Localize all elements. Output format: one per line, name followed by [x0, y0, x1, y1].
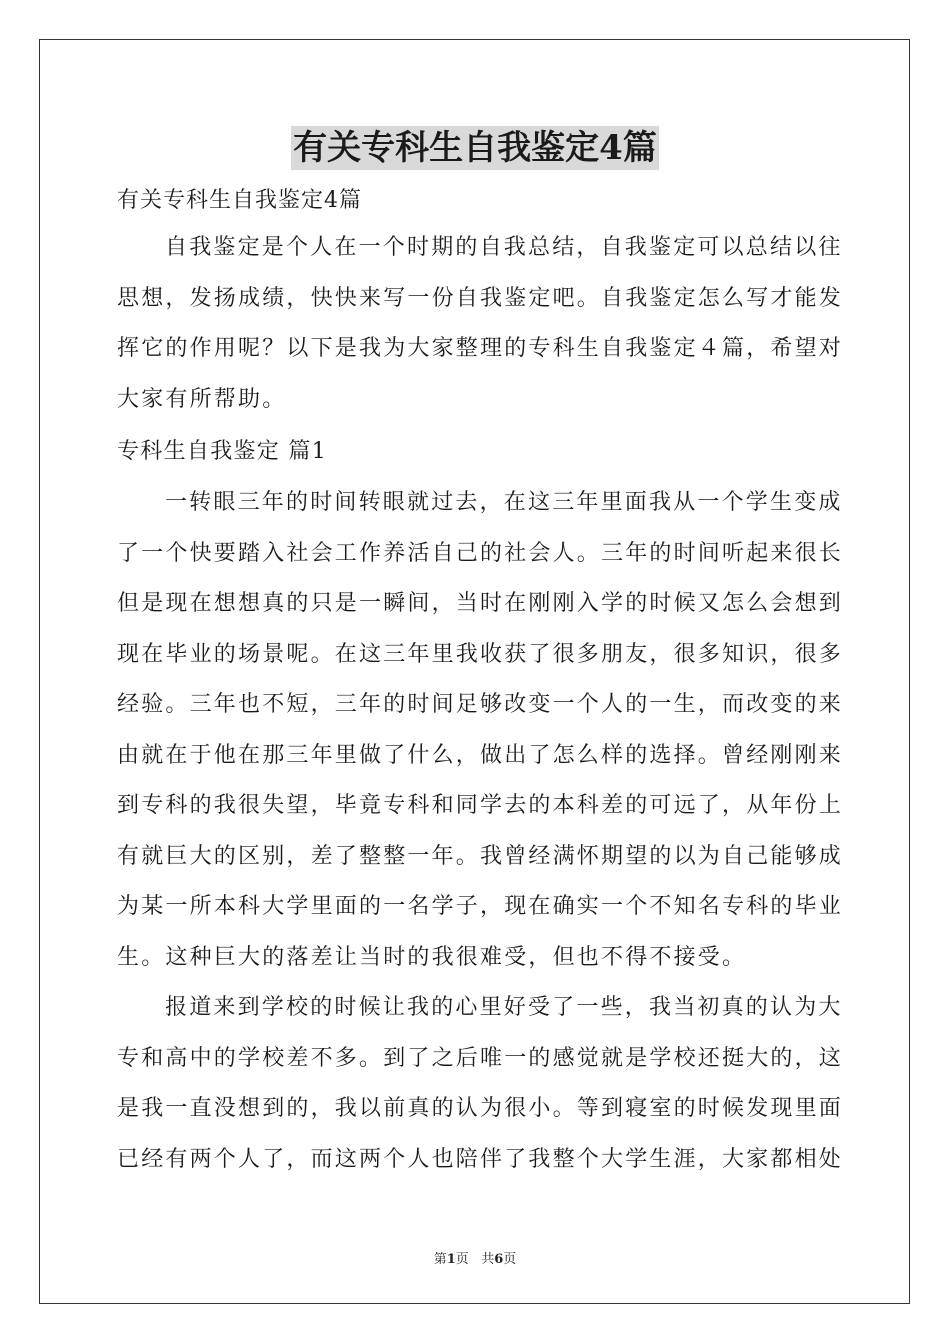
paragraph-line: 但是现在想想真的只是一瞬间，当时在刚刚入学的时候又怎么会想到: [117, 591, 844, 616]
paragraph-2: [117, 983, 844, 1185]
footer-total-unit: 页: [503, 1252, 517, 1267]
footer-prefix: 第: [433, 1252, 447, 1267]
paragraph-line: 现在毕业的场景呢。在这三年里我收获了很多朋友，很多知识，很多: [117, 641, 844, 667]
footer-page-unit: 页: [455, 1252, 469, 1267]
document-body: [117, 178, 844, 1185]
paragraph-line: 已经有两个人了，而这两个人也陪伴了我整个大学生涯，大家都相处: [117, 1146, 844, 1172]
document-title: 有关专科生自我鉴定4篇: [293, 128, 657, 168]
paragraph-line: 了一个快要踏入社会工作养活自己的社会人。三年的时间听起来很长: [117, 540, 844, 566]
intro-line: 挥它的作用呢？以下是我为大家整理的专科生自我鉴定４篇，希望对: [117, 336, 844, 361]
page-footer: [0, 1248, 950, 1267]
title-container: [0, 126, 950, 170]
paragraph-line: 有就巨大的区别，差了整整一年。我曾经满怀期望的以为自己能够成: [117, 843, 844, 869]
paragraph-line: 生。这种巨大的落差让当时的我很难受，但也不得不接受。: [117, 944, 747, 970]
paragraph-line: 专和高中的学校差不多。到了之后唯一的感觉就是学校还挺大的，这: [117, 1045, 844, 1071]
intro-paragraph: [117, 223, 844, 425]
paragraph-line: 为某一所本科大学里面的一名学子，现在确实一个不知名专科的毕业: [117, 894, 844, 919]
paragraph-line: 到专科的我很失望，毕竟专科和同学去的本科差的可远了，从年份上: [117, 793, 844, 818]
current-page-number: 1: [446, 1252, 456, 1267]
paragraph-line: 一转眼三年的时间转眼就过去，在这三年里面我从一个学生变成: [165, 490, 843, 515]
footer-total-prefix: 共: [481, 1252, 495, 1267]
section-heading: 专科生自我鉴定 篇1: [117, 439, 327, 464]
intro-line: 思想，发扬成绩，快快来写一份自我鉴定吧。自我鉴定怎么写才能发: [117, 285, 844, 311]
paragraph-line: 由就在于他在那三年里做了什么，做出了怎么样的选择。曾经刚刚来: [117, 742, 844, 768]
paragraph-1: [117, 478, 844, 983]
document-subtitle: 有关专科生自我鉴定4篇: [117, 188, 362, 213]
intro-line: 自我鉴定是个人在一个时期的自我总结，自我鉴定可以总结以往: [165, 235, 843, 260]
intro-line: 大家有所帮助。: [117, 386, 287, 412]
total-pages-number: 6: [494, 1252, 504, 1267]
paragraph-line: 报道来到学校的时候让我的心里好受了一些，我当初真的认为大: [165, 995, 843, 1020]
paragraph-line: 是我一直没想到的，我以前真的认为很小。等到寝室的时候发现里面: [117, 1096, 844, 1121]
paragraph-line: 经验。三年也不短，三年的时间足够改变一个人的一生，而改变的来: [117, 692, 844, 717]
